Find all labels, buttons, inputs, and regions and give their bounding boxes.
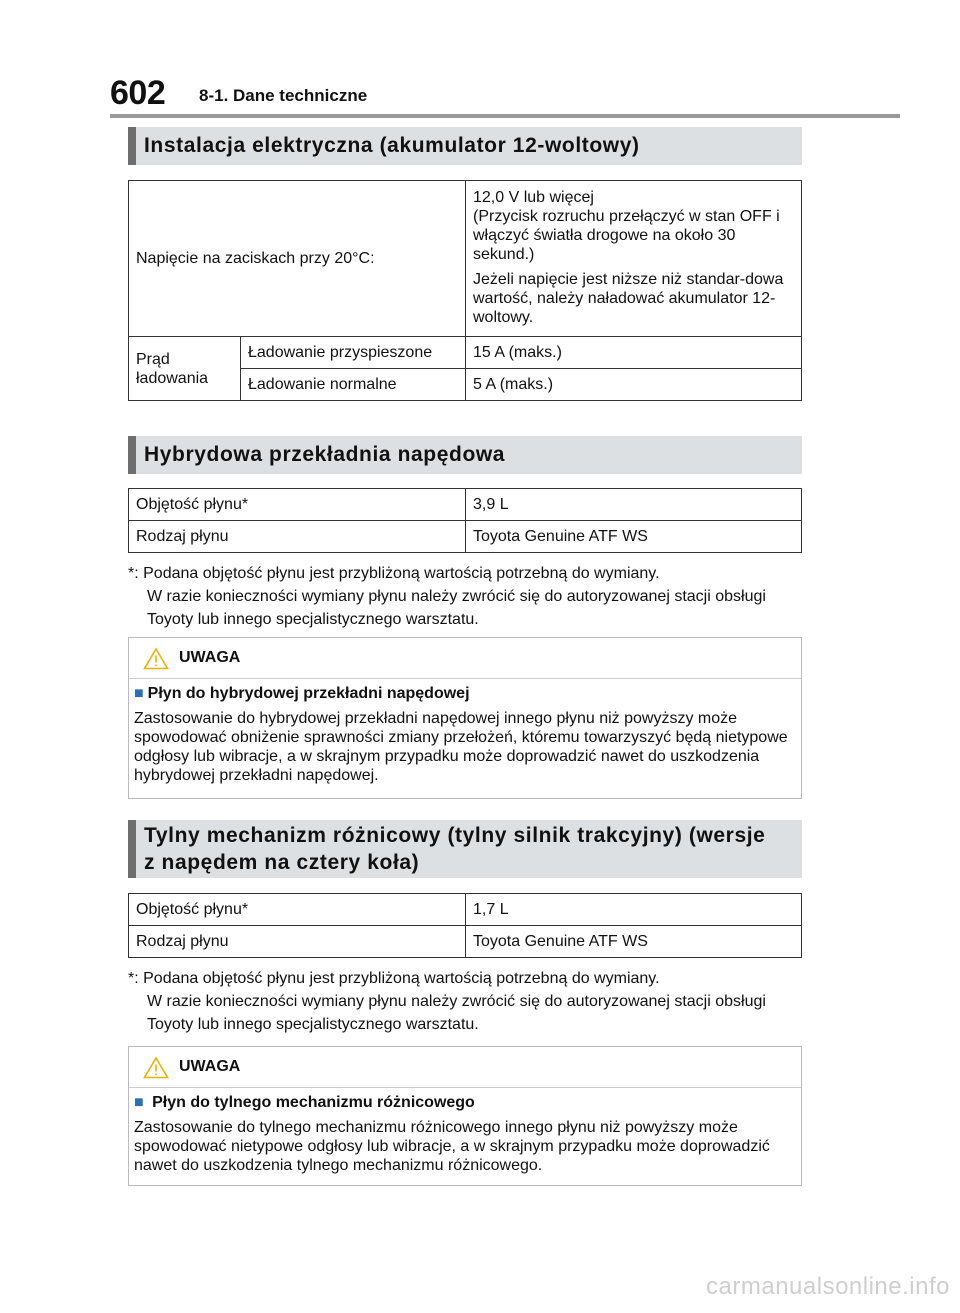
notice-header	[129, 638, 801, 679]
table-cell	[466, 489, 802, 521]
notice-body	[129, 679, 801, 785]
voltage-label: Napięcie na zaciskach przy 20°C:	[136, 250, 375, 267]
fluid-label: Rodzaj płynu	[136, 528, 229, 545]
table-row	[129, 894, 802, 926]
table-cell	[466, 337, 802, 369]
footnote-line: W razie konieczności wymiany płynu należy zwrócić się do autoryzowanej stacji obsługi Toyoty lub innego specjalistycznego warsztatu.	[147, 993, 766, 1033]
warning-icon	[143, 1056, 169, 1079]
section-heading-rear-differential	[128, 820, 802, 878]
notice-box	[128, 1046, 802, 1186]
table-cell	[241, 337, 466, 369]
section-title: Instalacja elektryczna (akumulator 12-woltowy)	[144, 134, 640, 157]
fluid-value: Toyota Genuine ATF WS	[473, 933, 648, 950]
fluid-value: Toyota Genuine ATF WS	[473, 528, 648, 545]
table-cell	[129, 337, 241, 401]
footnote	[128, 562, 802, 631]
fluid-label: Objętość płynu*	[136, 901, 249, 918]
warning-icon	[143, 647, 169, 670]
section-title: z napędem na cztery koła)	[144, 851, 420, 874]
voltage-note: (Przycisk rozruchu przełączyć w stan OFF i włączyć światła drogowe na około 30 sekund.)	[473, 208, 780, 263]
table-cell	[466, 521, 802, 553]
notice-header	[129, 1047, 801, 1088]
table-cell	[466, 181, 802, 337]
electrical-table	[128, 180, 802, 401]
table-cell	[129, 926, 466, 958]
transaxle-table	[128, 488, 802, 553]
section-heading-transaxle	[128, 436, 802, 474]
page-number: 602	[110, 74, 166, 112]
notice-text: Zastosowanie do tylnego mechanizmu różnicowego innego płynu niż powyższy może spowodować nietypowe odgłosy lub wibracje, a w skrajnym przypadku może doprowadzić nawet do uszkodzenia tylnego mechanizmu różnicowego.	[134, 1119, 770, 1174]
footnote-line: W razie konieczności wymiany płynu należy zwrócić się do autoryzowanej stacji obsługi Toyoty lub innego specjalistycznego warsztatu.	[147, 588, 766, 628]
notice-subtitle-row	[134, 1094, 796, 1112]
table-row	[129, 521, 802, 553]
fluid-label: Objętość płynu*	[136, 496, 249, 513]
square-bullet-icon: ■	[134, 1094, 144, 1111]
notice-subtitle-row	[134, 685, 796, 703]
notice-heading: UWAGA	[179, 1058, 241, 1075]
table-row	[129, 926, 802, 958]
charging-value: 5 A (maks.)	[473, 376, 554, 393]
rear-differential-table	[128, 893, 802, 958]
table-cell	[466, 369, 802, 401]
voltage-warning: Jeżeli napięcie jest niższe niż standar-dowa wartość, należy naładować akumulator 12-woltowy.	[473, 271, 784, 326]
header-divider	[110, 114, 900, 118]
section-title: Hybrydowa przekładnia napędowa	[144, 443, 506, 466]
table-cell	[241, 369, 466, 401]
voltage-value: 12,0 V lub więcej	[473, 189, 594, 206]
notice-heading: UWAGA	[179, 649, 241, 666]
square-bullet-icon: ■	[134, 685, 144, 702]
footnote-line: *: Podana objętość płynu jest przybliżoną wartością potrzebną do wymiany.	[128, 565, 660, 582]
table-row	[129, 337, 802, 369]
fluid-label: Rodzaj płynu	[136, 933, 229, 950]
fluid-value: 1,7 L	[473, 901, 509, 918]
table-cell	[129, 521, 466, 553]
section-heading-electrical	[128, 127, 802, 165]
notice-text: Zastosowanie do hybrydowej przekładni napędowej innego płynu niż powyższy może spowodować obniżenie sprawności zmiany przełożeń, któremu towarzyszyć będą nietypowe odgłosy lub wibracje, a w skrajnym przypadku może doprowadzić nawet do uszkodzenia hybrydowej przekładni napędowej.	[134, 710, 788, 784]
table-cell	[466, 926, 802, 958]
charging-current-label: Prąd ładowania	[136, 350, 209, 387]
charging-value: 15 A (maks.)	[473, 344, 562, 361]
notice-body	[129, 1088, 801, 1175]
table-cell	[129, 894, 466, 926]
fluid-value: 3,9 L	[473, 496, 509, 513]
section-title: Tylny mechanizm różnicowy (tylny silnik trakcyjny) (wersje	[144, 824, 766, 847]
footnote-line: *: Podana objętość płynu jest przybliżoną wartością potrzebną do wymiany.	[128, 970, 660, 987]
notice-subtitle: Płyn do tylnego mechanizmu różnicowego	[152, 1094, 475, 1111]
watermark: carmanualsonline.info	[706, 1273, 950, 1300]
charging-mode: Ładowanie normalne	[248, 376, 397, 393]
table-cell	[129, 489, 466, 521]
table-cell	[466, 894, 802, 926]
charging-mode: Ładowanie przyspieszone	[248, 344, 433, 361]
chapter-title: 8-1. Dane techniczne	[199, 86, 368, 105]
notice-subtitle: Płyn do hybrydowej przekładni napędowej	[147, 685, 470, 702]
table-row	[129, 489, 802, 521]
footnote	[128, 967, 802, 1036]
table-row	[129, 181, 802, 337]
notice-box	[128, 637, 802, 799]
table-cell	[129, 181, 466, 337]
